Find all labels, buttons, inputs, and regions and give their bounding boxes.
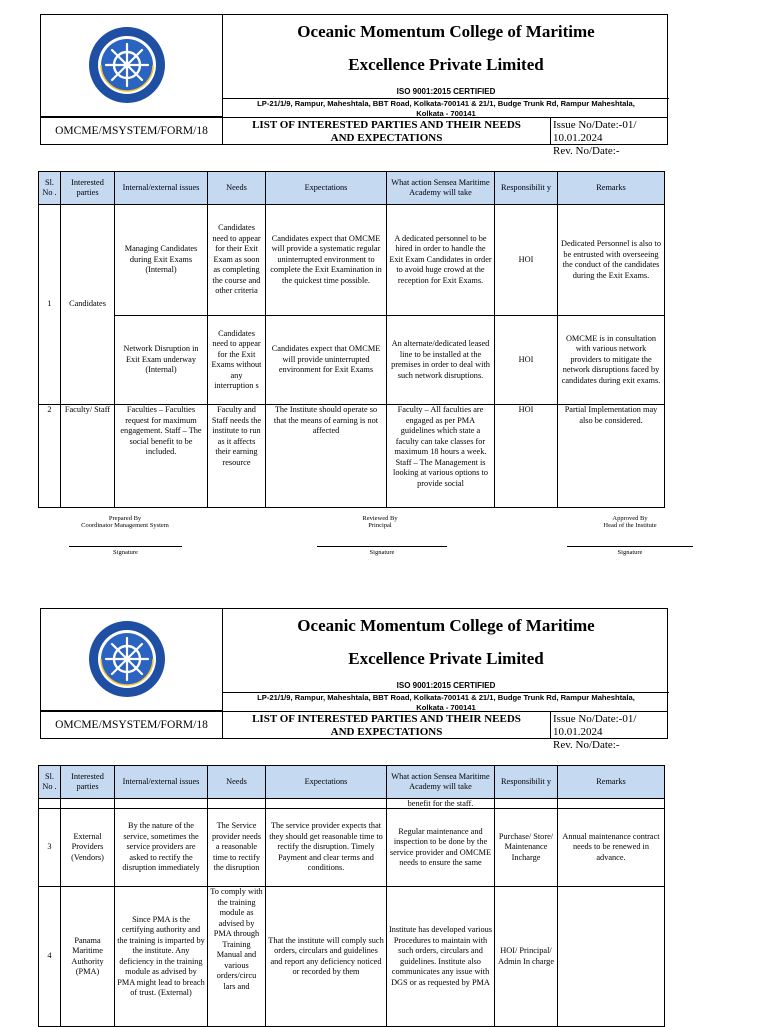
party-cell: Panama Maritime Authority (PMA): [61, 887, 115, 1027]
reviewed-signature-label: Signature: [369, 549, 395, 556]
expectations-cell: The Institute should operate so that the means of earning is not affected: [266, 405, 387, 508]
college-logo: [87, 619, 167, 699]
responsibility-cell: HOI/ Principal/ Admin In charge: [495, 887, 558, 1027]
table-header-row: [39, 172, 665, 205]
table-row: [39, 405, 665, 508]
column-header: Sl. No .: [39, 766, 61, 799]
column-header: What action Sensea Maritime Academy will take: [387, 172, 495, 205]
party-cell: Faculty/ Staff: [61, 405, 115, 508]
issue-cell: Network Disruption in Exit Exam underway (Internal): [115, 316, 208, 405]
empty-cell: [208, 799, 266, 809]
party-cell: External Providers (Vendors): [61, 809, 115, 887]
document-header: [40, 14, 668, 157]
column-header: Expectations: [266, 766, 387, 799]
revision-number: Rev. No/Date:-: [553, 739, 620, 751]
sl-no-cell: 3: [39, 809, 61, 887]
college-name: [223, 15, 669, 81]
needs-cell: Faculty and Staff needs the institute to run as it affects their earning resource: [208, 405, 266, 508]
issue-number: Issue No/Date:-01/ 10.01.2024: [553, 119, 637, 144]
needs-cell: Candidates need to appear for their Exit Exam as soon as completing the course and other criteria: [208, 205, 266, 316]
action-cell: Regular maintenance and inspection to be done by the service provider and OMCME needs to ensure the same: [387, 809, 495, 887]
column-header: Interested parties: [61, 172, 115, 205]
empty-cell: [39, 799, 61, 809]
issue-cell: Since PMA is the certifying authority and the training is imparted by the institute. Any deficiency in the training module as advised by PMA might lead to breach of trust. (External): [115, 887, 208, 1027]
action-cell: Faculty – All faculties are engaged as per PMA guidelines which state a faculty can take classes for maximum 18 hours a week. Staff – The Management is looking at various options to provide social: [387, 405, 495, 508]
responsibility-cell: HOI: [495, 205, 558, 316]
empty-cell: [266, 799, 387, 809]
logo-cell: [41, 609, 223, 711]
prepared-signature-line: [69, 546, 182, 547]
action-cell: benefit for the staff.: [387, 799, 495, 809]
reviewed-by-label: Reviewed By: [362, 515, 398, 522]
issue-cell: By the nature of the service, sometimes the service providers are asked to rectify the disruption immediately: [115, 809, 208, 887]
list-title-line-2: AND EXPECTATIONS: [330, 132, 443, 144]
party-cell: Candidates: [61, 205, 115, 405]
list-title-line-1: LIST OF INTERESTED PARTIES AND THEIR NEEDS: [252, 119, 521, 131]
list-title-line-1: LIST OF INTERESTED PARTIES AND THEIR NEEDS: [252, 713, 521, 725]
needs-cell: To comply with the training module as advised by PMA through Training Manual and various orders/circu lars and: [208, 887, 266, 1027]
list-title-line-2: AND EXPECTATIONS: [330, 726, 443, 738]
reviewed-by: [320, 515, 440, 529]
prepared-by-role: Coordinator Management System: [81, 522, 169, 529]
expectations-cell: That the institute will comply such orders, circulars and guidelines and report any deficiency noticed or recorded by them: [266, 887, 387, 1027]
column-header: Interested parties: [61, 766, 115, 799]
action-cell: Institute has developed various Procedures to maintain with such orders, circulars and guidelines. Institute also communicates any issue with DGS or as requested by PMA: [387, 887, 495, 1027]
empty-cell: [115, 799, 208, 809]
column-header: Expectations: [266, 172, 387, 205]
approved-by-role: Head of the Institute: [603, 522, 657, 529]
remarks-cell: Dedicated Personnel is also to be entrusted with overseeing the conduct of the candidates during the Exit Exams.: [558, 205, 665, 316]
iso-certification: ISO 9001:2015 CERTIFIED: [223, 85, 669, 99]
column-header: Internal/external issues: [115, 172, 208, 205]
remarks-cell: OMCME is in consultation with various network providers to mitigate the network disruptions faced by candidates during exit exams.: [558, 316, 665, 405]
college-name-line-1: Oceanic Momentum College of Maritime: [297, 616, 595, 635]
reviewed-by-role: Principal: [368, 522, 392, 529]
empty-cell: [61, 799, 115, 809]
column-header: Remarks: [558, 766, 665, 799]
expectations-cell: Candidates expect that OMCME will provide uninterrupted environment for Exit Exams: [266, 316, 387, 405]
column-header: Needs: [208, 766, 266, 799]
form-number: OMCME/MSYSTEM/FORM/18: [41, 712, 223, 739]
issue-number: Issue No/Date:-01/ 10.01.2024: [553, 713, 637, 738]
revision-number: Rev. No/Date:-: [553, 145, 620, 157]
prepared-by: [55, 515, 195, 529]
address: [223, 693, 669, 711]
form-info-row: [41, 711, 667, 751]
issue-cell: Managing Candidates during Exit Exams (Internal): [115, 205, 208, 316]
approved-signature-label: Signature: [617, 549, 643, 556]
form-number: OMCME/MSYSTEM/FORM/18: [41, 118, 223, 145]
responsibility-cell: Purchase/ Store/ Maintenance Incharge: [495, 809, 558, 887]
column-header: What action Sensea Maritime Academy will take: [387, 766, 495, 799]
college-logo: [87, 25, 167, 105]
approved-by-label: Approved By: [612, 515, 648, 522]
responsibility-cell: HOI: [495, 405, 558, 508]
prepared-signature-label: Signature: [113, 549, 138, 556]
reviewed-signature-line: [317, 546, 447, 547]
remarks-cell: [558, 887, 665, 1027]
issue-cell: Faculties – Faculties request for maximum engagement. Staff – The social benefit to be included.: [115, 405, 208, 508]
issue-info: [553, 118, 667, 158]
college-name: [223, 609, 669, 675]
approved-signature-line: [567, 546, 693, 547]
address-line-1: LP-21/1/9, Rampur, Maheshtala, BBT Road, Kolkata-700141 & 21/1, Budge Trunk Rd, Rampur Maheshtala,: [257, 99, 635, 108]
iso-certification: ISO 9001:2015 CERTIFIED: [223, 679, 669, 693]
college-name-line-1: Oceanic Momentum College of Maritime: [297, 22, 595, 41]
sl-no-cell: 1: [39, 205, 61, 405]
table-row: [39, 809, 665, 887]
address-line-2: Kolkata - 700141: [416, 108, 476, 118]
interested-parties-table: [38, 171, 665, 508]
form-info-row: [41, 117, 667, 157]
list-title: [223, 712, 551, 739]
column-header: Sl. No .: [39, 172, 61, 205]
college-name-line-2: Excellence Private Limited: [348, 649, 544, 668]
college-name-line-2: Excellence Private Limited: [348, 55, 544, 74]
address: [223, 99, 669, 117]
action-cell: An alternate/dedicated leased line to be installed at the premises in order to deal with such network disruptions.: [387, 316, 495, 405]
address-line-2: Kolkata - 700141: [416, 702, 476, 712]
list-title: [223, 118, 551, 145]
column-header: Needs: [208, 172, 266, 205]
empty-cell: [558, 799, 665, 809]
address-line-1: LP-21/1/9, Rampur, Maheshtala, BBT Road, Kolkata-700141 & 21/1, Budge Trunk Rd, Rampur Maheshtala,: [257, 693, 635, 702]
table-row-continuation: [39, 799, 665, 809]
column-header: Internal/external issues: [115, 766, 208, 799]
table-row: [39, 316, 665, 405]
approved-by: [575, 515, 685, 529]
column-header: Responsibilit y: [495, 172, 558, 205]
expectations-cell: Candidates expect that OMCME will provide a systematic regular uninterrupted environment to complete the Exit Examination in the quickest time possible.: [266, 205, 387, 316]
table-row: [39, 205, 665, 316]
document-header: [40, 608, 668, 751]
empty-cell: [495, 799, 558, 809]
needs-cell: The Service provider needs a reasonable time to rectify the disruption: [208, 809, 266, 887]
needs-cell: Candidates need to appear for the Exit Exams without any interruption s: [208, 316, 266, 405]
document-page-2: [0, 580, 768, 1024]
expectations-cell: The service provider expects that they should get reasonable time to rectify the disruption. Timely Payment and clear terms and conditions.: [266, 809, 387, 887]
remarks-cell: Annual maintenance contract needs to be renewed in advance.: [558, 809, 665, 887]
interested-parties-table: [38, 765, 665, 1027]
sl-no-cell: 2: [39, 405, 61, 508]
table-header-row: [39, 766, 665, 799]
action-cell: A dedicated personnel to be hired in order to handle the Exit Exam Candidates in order to avoid huge crowd at the reception for Exit Exams.: [387, 205, 495, 316]
responsibility-cell: HOI: [495, 316, 558, 405]
remarks-cell: Partial Implementation may also be considered.: [558, 405, 665, 508]
logo-cell: [41, 15, 223, 117]
table-row: [39, 887, 665, 1027]
prepared-by-label: Prepared By: [108, 515, 142, 522]
column-header: Remarks: [558, 172, 665, 205]
sl-no-cell: 4: [39, 887, 61, 1027]
issue-info: [553, 712, 667, 752]
column-header: Responsibilit y: [495, 766, 558, 799]
